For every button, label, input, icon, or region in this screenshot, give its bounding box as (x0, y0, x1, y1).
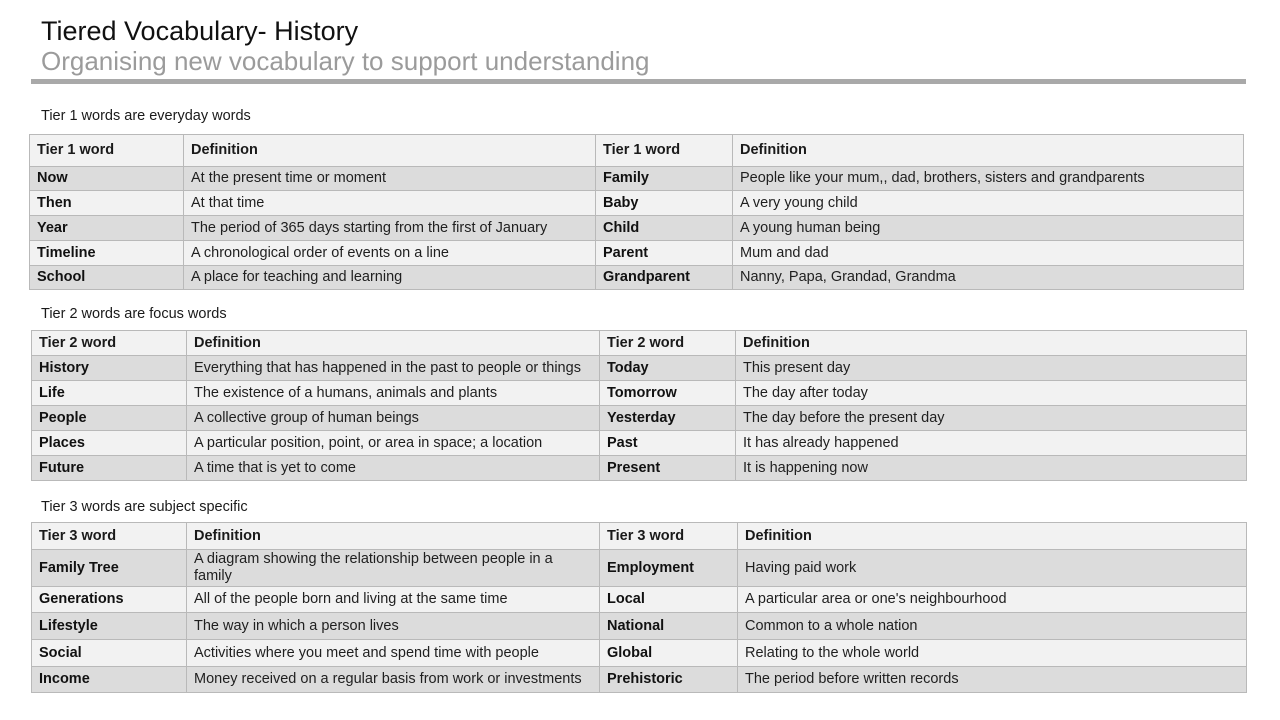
vocab-definition: Having paid work (738, 550, 1247, 587)
vocab-word: Lifestyle (32, 613, 187, 640)
vocab-definition: The day after today (736, 381, 1247, 406)
column-header: Tier 2 word (600, 331, 736, 356)
vocab-word: Parent (596, 241, 733, 266)
vocab-word: People (32, 406, 187, 431)
vocab-word: Past (600, 431, 736, 456)
column-header: Definition (733, 135, 1244, 167)
vocab-word: School (30, 266, 184, 290)
tier-2-table (31, 330, 1247, 481)
vocab-definition: A young human being (733, 216, 1244, 241)
column-header: Tier 2 word (32, 331, 187, 356)
table-row (30, 191, 1244, 216)
vocab-definition: Mum and dad (733, 241, 1244, 266)
tier-3-table (31, 522, 1247, 693)
vocab-word: Global (600, 640, 738, 667)
vocab-word: Today (600, 356, 736, 381)
tier-2-caption: Tier 2 words are focus words (41, 306, 227, 322)
vocab-definition: The existence of a humans, animals and plants (187, 381, 600, 406)
vocab-word: Tomorrow (600, 381, 736, 406)
vocab-definition: This present day (736, 356, 1247, 381)
vocab-definition: At the present time or moment (184, 167, 596, 191)
vocab-word: Family (596, 167, 733, 191)
column-header: Definition (184, 135, 596, 167)
vocab-definition: All of the people born and living at the same time (187, 587, 600, 613)
vocab-definition: A time that is yet to come (187, 456, 600, 481)
vocab-definition: The day before the present day (736, 406, 1247, 431)
table-row (32, 613, 1247, 640)
table-header-row (30, 135, 1244, 167)
vocab-definition: People like your mum,, dad, brothers, sisters and grandparents (733, 167, 1244, 191)
vocab-word: Now (30, 167, 184, 191)
column-header: Tier 3 word (32, 523, 187, 550)
vocab-word: Timeline (30, 241, 184, 266)
table-row (30, 167, 1244, 191)
vocab-word: History (32, 356, 187, 381)
vocab-word: Yesterday (600, 406, 736, 431)
table-row (32, 431, 1247, 456)
column-header: Tier 3 word (600, 523, 738, 550)
vocab-definition: A chronological order of events on a line (184, 241, 596, 266)
vocab-word: Places (32, 431, 187, 456)
title-divider (31, 79, 1246, 84)
table-row (32, 667, 1247, 693)
vocab-word: Generations (32, 587, 187, 613)
column-header: Tier 1 word (596, 135, 733, 167)
vocab-word: National (600, 613, 738, 640)
table-row (30, 216, 1244, 241)
vocab-word: Life (32, 381, 187, 406)
vocab-definition: A diagram showing the relationship between people in a family (187, 550, 600, 587)
vocab-word: Child (596, 216, 733, 241)
table-row (30, 241, 1244, 266)
vocab-word: Social (32, 640, 187, 667)
vocab-definition: Everything that has happened in the past to people or things (187, 356, 600, 381)
page-subtitle: Organising new vocabulary to support understanding (41, 46, 650, 76)
vocab-word: Income (32, 667, 187, 693)
column-header: Definition (738, 523, 1247, 550)
tier-1-table (29, 134, 1244, 290)
vocab-definition: A very young child (733, 191, 1244, 216)
vocab-definition: At that time (184, 191, 596, 216)
table-row (32, 640, 1247, 667)
vocab-definition: It is happening now (736, 456, 1247, 481)
column-header: Definition (736, 331, 1247, 356)
table-row (32, 456, 1247, 481)
vocab-word: Local (600, 587, 738, 613)
tier-1-caption: Tier 1 words are everyday words (41, 108, 251, 124)
column-header: Definition (187, 331, 600, 356)
table-row (32, 381, 1247, 406)
table-row (32, 550, 1247, 587)
vocab-word: Prehistoric (600, 667, 738, 693)
vocab-word: Year (30, 216, 184, 241)
vocab-definition: Activities where you meet and spend time with people (187, 640, 600, 667)
table-row (30, 266, 1244, 290)
table-header-row (32, 331, 1247, 356)
vocab-word: Family Tree (32, 550, 187, 587)
column-header: Tier 1 word (30, 135, 184, 167)
tier-3-caption: Tier 3 words are subject specific (41, 499, 248, 515)
vocab-definition: Nanny, Papa, Grandad, Grandma (733, 266, 1244, 290)
vocab-definition: A place for teaching and learning (184, 266, 596, 290)
vocab-word: Baby (596, 191, 733, 216)
page-title: Tiered Vocabulary- History (41, 16, 359, 46)
vocab-word: Grandparent (596, 266, 733, 290)
column-header: Definition (187, 523, 600, 550)
vocab-definition: The way in which a person lives (187, 613, 600, 640)
vocab-definition: The period before written records (738, 667, 1247, 693)
vocab-definition: The period of 365 days starting from the first of January (184, 216, 596, 241)
vocab-definition: A particular area or one's neighbourhood (738, 587, 1247, 613)
table-row (32, 356, 1247, 381)
vocab-word: Then (30, 191, 184, 216)
vocab-definition: Money received on a regular basis from work or investments (187, 667, 600, 693)
vocab-definition: A collective group of human beings (187, 406, 600, 431)
vocab-word: Present (600, 456, 736, 481)
table-header-row (32, 523, 1247, 550)
table-row (32, 406, 1247, 431)
table-row (32, 587, 1247, 613)
vocab-definition: A particular position, point, or area in space; a location (187, 431, 600, 456)
vocab-definition: Common to a whole nation (738, 613, 1247, 640)
vocab-definition: It has already happened (736, 431, 1247, 456)
vocab-word: Future (32, 456, 187, 481)
vocab-word: Employment (600, 550, 738, 587)
vocab-definition: Relating to the whole world (738, 640, 1247, 667)
